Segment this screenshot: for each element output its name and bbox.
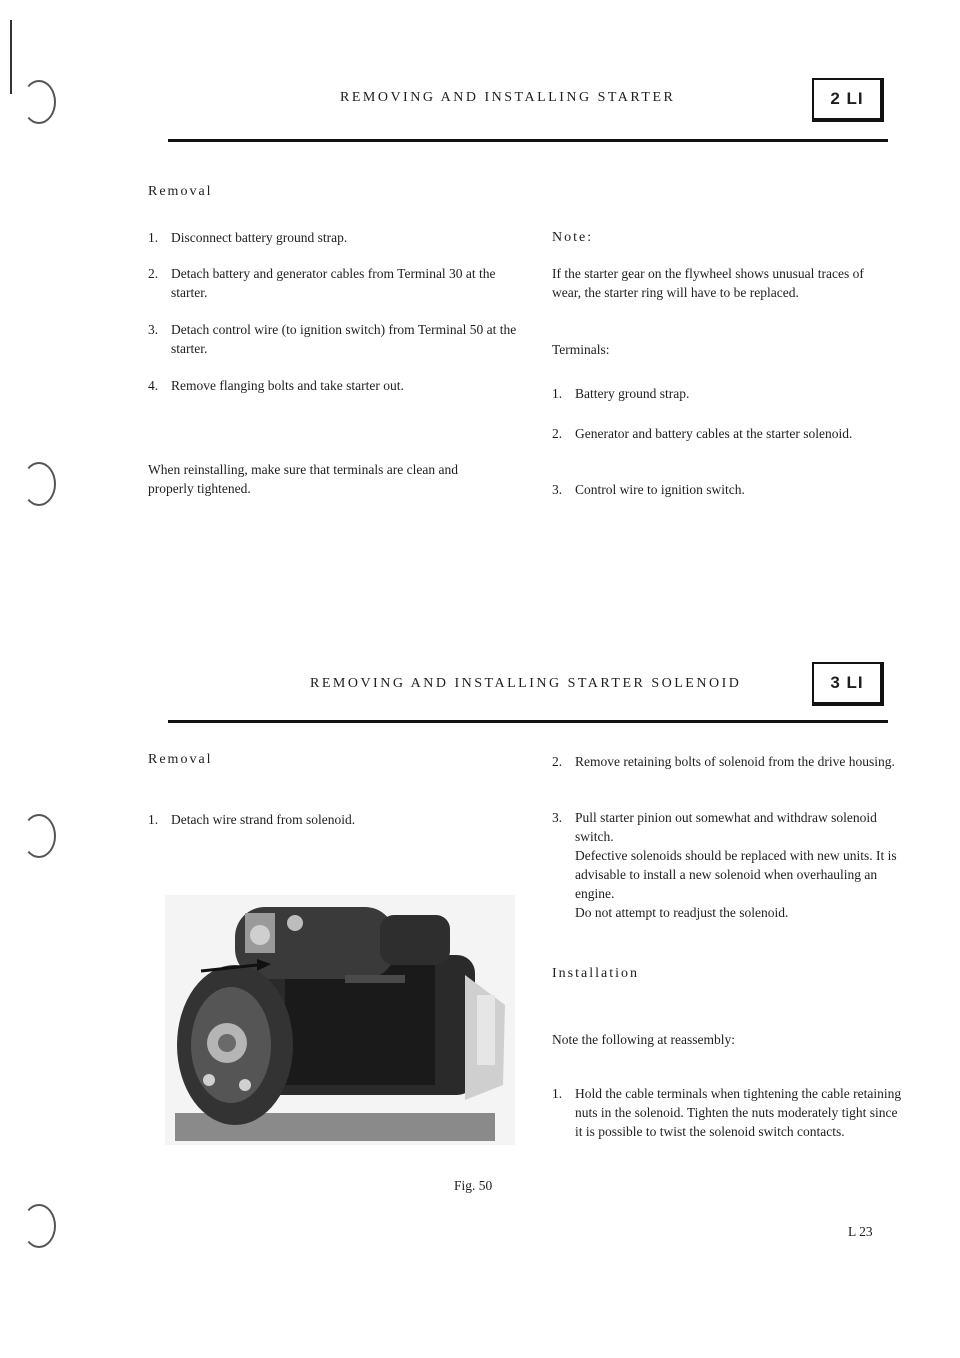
page-number: L 23 <box>848 1224 873 1239</box>
step-number: 3. <box>148 322 159 337</box>
step-text: Remove retaining bolts of solenoid from the drive housing. <box>575 754 895 769</box>
step-number: 2. <box>552 754 563 769</box>
terminal-text: Battery ground strap. <box>575 386 690 401</box>
installation-step <box>552 1084 905 1141</box>
removal-heading: Removal <box>148 184 213 199</box>
step-number: 3. <box>552 810 563 825</box>
removal-step <box>148 228 531 247</box>
step-text: Detach control wire (to ignition switch) from Terminal 50 at the starter. <box>171 322 517 356</box>
terminal-item <box>552 424 885 443</box>
removal-heading-2: Removal <box>148 752 213 767</box>
terminal-number: 3. <box>552 482 563 497</box>
removal-step <box>148 376 531 395</box>
step-number: 1. <box>148 230 159 245</box>
step-text: Detach wire strand from solenoid. <box>171 812 356 827</box>
terminal-number: 1. <box>552 386 563 401</box>
section-rule-2 <box>168 720 888 723</box>
terminal-item <box>552 384 895 403</box>
binder-edge-line <box>10 20 12 94</box>
terminal-text: Generator and battery cables at the starter solenoid. <box>575 426 853 441</box>
step-extra-2: Do not attempt to readjust the solenoid. <box>575 905 789 920</box>
starter-motor-illustration <box>165 895 515 1145</box>
step-text: Pull starter pinion out somewhat and withdraw solenoid switch. <box>575 810 877 844</box>
section-code-box-3li: 3 LI <box>812 662 884 706</box>
note-text: If the starter gear on the flywheel shows unusual traces of wear, the starter ring will have to be replaced. <box>552 266 864 300</box>
solenoid-step <box>552 752 905 771</box>
section-code-box-2li: 2 LI <box>812 78 884 122</box>
section-title-solenoid: REMOVING AND INSTALLING STARTER SOLENOID <box>310 676 742 691</box>
binder-hole-4 <box>22 1204 56 1248</box>
installation-intro: Note the following at reassembly: <box>552 1032 735 1047</box>
reinstall-note: When reinstalling, make sure that terminals are clean and properly tightened. <box>148 462 458 496</box>
step-number: 1. <box>552 1086 563 1101</box>
terminal-text: Control wire to ignition switch. <box>575 482 745 497</box>
section-rule-1 <box>168 139 888 142</box>
solenoid-step <box>148 810 501 829</box>
step-number: 4. <box>148 378 159 393</box>
terminal-number: 2. <box>552 426 563 441</box>
step-number: 1. <box>148 812 159 827</box>
figure-caption: Fig. 50 <box>454 1178 493 1193</box>
section-title-starter: REMOVING AND INSTALLING STARTER <box>340 90 676 105</box>
removal-step <box>148 264 511 302</box>
terminals-heading: Terminals: <box>552 342 610 357</box>
removal-step <box>148 320 531 358</box>
step-text: Disconnect battery ground strap. <box>171 230 348 245</box>
step-number: 2. <box>148 266 159 281</box>
note-heading: Note: <box>552 230 594 245</box>
starter-photo <box>165 895 515 1145</box>
solenoid-step <box>552 808 915 922</box>
installation-heading: Installation <box>552 966 639 981</box>
step-text: Remove flanging bolts and take starter out. <box>171 378 404 393</box>
binder-hole-2 <box>22 462 56 506</box>
step-text: Hold the cable terminals when tightening the cable retaining nuts in the solenoid. Tighten the nuts moderately tight since it is possible to twist the solenoid switch contacts. <box>575 1086 902 1139</box>
step-text: Detach battery and generator cables from Terminal 30 at the starter. <box>171 266 496 300</box>
terminal-item <box>552 480 895 499</box>
binder-hole-1 <box>22 80 56 124</box>
step-extra: Defective solenoids should be replaced with new units. It is advisable to install a new solenoid when overhauling an engine. <box>575 848 897 901</box>
binder-hole-3 <box>22 814 56 858</box>
